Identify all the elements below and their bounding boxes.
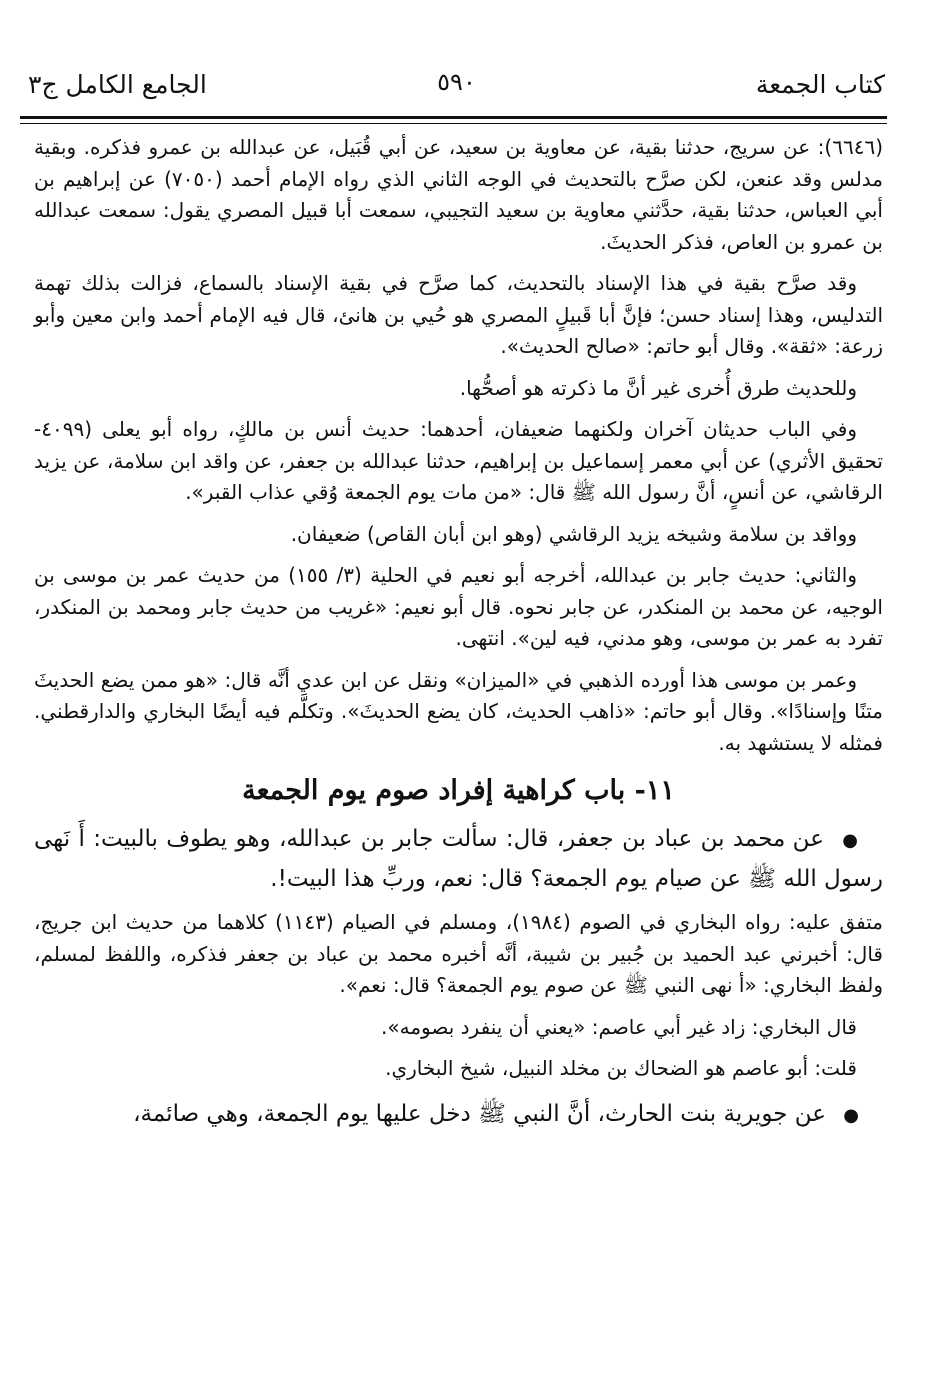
- header-divider-thin: [20, 123, 887, 124]
- chapter-heading: ١١- باب كراهية إفراد صوم يوم الجمعة: [242, 775, 675, 806]
- hadith-text: [34, 820, 883, 899]
- commentary-paragraph: متفق عليه: رواه البخاري في الصوم (١٩٨٤)، ومسلم في الصيام (١١٤٣) كلاهما من حديث ابن جريج، قال: أخبرني عبد الحميد بن جُبير بن شيبة، أنَّه أخبره محمد بن عباد بن جعفر فذكره، واللفظ لمسلم، ولفظ البخاري: «أ نهى النبي ﷺ عن صوم يوم الجمعة؟ قال: نعم».: [34, 910, 883, 997]
- commentary-paragraph: قال البخاري: زاد غير أبي عاصم: «يعني أن ينفرد بصومه».: [381, 1014, 857, 1039]
- hadith-body: عن جويرية بنت الحارث، أنَّ النبي ﷺ دخل عليها يوم الجمعة، وهي صائمة،: [133, 1100, 826, 1127]
- collection-title: الجامع الكامل ج٣: [28, 70, 207, 99]
- paragraph: وفي الباب حديثان آخران ولكنهما ضعيفان، أحدهما: حديث أنس بن مالكٍ، رواه أبو يعلى (٤٠٩٩- تحقيق الأثري) عن أبي معمر إسماعيل بن إبراهيم، حدثنا عبدالله بن جعفر، عن واقد ابن سلامة، عن يزيد الرقاشي، عن أنسٍ، أنَّ رسول الله ﷺ قال: «من مات يوم الجمعة وُقي عذاب القبر».: [34, 417, 883, 504]
- paragraph: (٦٦٤٦): عن سريج، حدثنا بقية، عن معاوية بن سعيد، عن أبي قُبَيل، عن عبدالله بن عمرو فذكره. وبقية مدلس وقد عنعن، لكن صرَّح بالتحديث في الوجه الثاني الذي رواه الإمام أحمد (٧٠٥٠) عن إبراهيم بن أبي العباس، حدثنا بقية، حدَّثني معاوية بن سعيد التجيبي، سمعت أبا قبيل المصري يقول: سمعت عبدالله بن عمرو بن العاص، فذكر الحديثَ.: [34, 135, 883, 254]
- paragraph: وللحديث طرق أُخرى غير أنَّ ما ذكرته هو أصحُّها.: [459, 375, 857, 400]
- page-header: [28, 64, 885, 108]
- paragraph: وواقد بن سلامة وشيخه يزيد الرقاشي (وهو ابن أبان القاص) ضعيفان.: [290, 521, 857, 546]
- bullet-icon: ●: [843, 1104, 859, 1126]
- book-title: كتاب الجمعة: [755, 70, 885, 99]
- bullet-icon: ●: [842, 830, 859, 851]
- page-number: ٥٩٠: [437, 68, 476, 96]
- paragraph: وقد صرَّح بقية في هذا الإسناد بالتحديث، كما صرَّح في بقية الإسناد بالسماع، فزالت بذلك تهمة التدليس، وهذا إسناد حسن؛ فإنَّ أبا قَبيلٍ المصري هو حُيي بن هانئ، قال فيه الإمام أحمد وابن معين وأبو زرعة: «ثقة». وقال أبو حاتم: «صالح الحديث».: [34, 271, 883, 358]
- page-body: [34, 132, 883, 1143]
- header-divider-thick: [20, 116, 887, 119]
- hadith-text: [34, 1095, 883, 1135]
- paragraph: وعمر بن موسى هذا أورده الذهبي في «الميزان» ونقل عن ابن عدي أنَّه قال: «هو ممن يضع الحديثَ متنًا وإسنادًا». وقال أبو حاتم: «ذاهب الحديث، كان يضع الحديثَ». وتكلَّم فيه أيضًا البخاري والدارقطني. فمثله لا يستشهد به.: [34, 667, 883, 755]
- hadith-body: عن محمد بن عباد بن جعفر، قال: سألت جابر بن عبدالله، وهو يطوف بالبيت: أَ نَهى رسول الله ﷺ عن صيام يوم الجمعة؟ قال: نعم، وربِّ هذا البيت!.: [34, 826, 883, 892]
- paragraph: والثاني: حديث جابر بن عبدالله، أخرجه أبو نعيم في الحلية (٣/ ١٥٥) من حديث عمر بن موسى بن الوجيه، عن محمد بن المنكدر، عن جابر نحوه. قال أبو نعيم: «غريب من حديث جابر ومحمد بن المنكدر، تفرد به عمر بن موسى، وهو مدني، فيه لين». انتهى.: [34, 563, 883, 650]
- commentary-paragraph: قلت: أبو عاصم هو الضحاك بن مخلد النبيل، شيخ البخاري.: [385, 1056, 857, 1080]
